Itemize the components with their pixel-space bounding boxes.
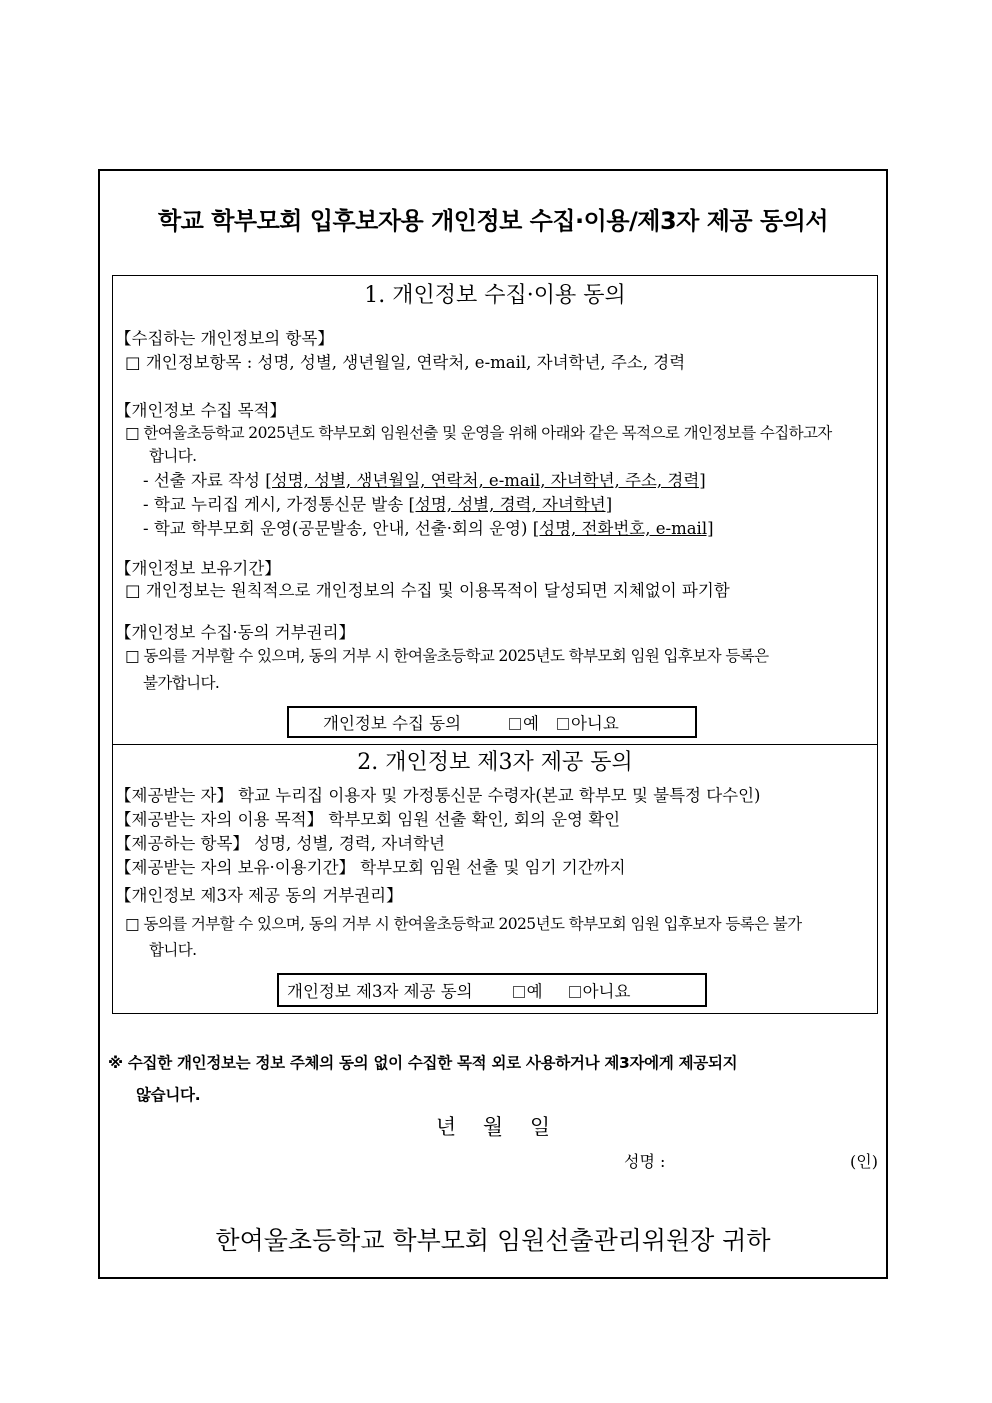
seal-label: (인) [850, 1152, 878, 1171]
third-party-refusal-line1: □ 동의를 거부할 수 있으며, 동의 거부 시 한여울초등학교 2025년도 학부모회 임원 입후보자 등록은 불가 [125, 915, 802, 933]
purpose-sub3-text: - 학교 학부모회 운영(공문발송, 안내, 선출·회의 운영) [143, 519, 533, 538]
checkbox-icon[interactable] [509, 718, 521, 730]
items-text: □ 개인정보항목 : 성명, 성별, 생년월일, 연락처, e-mail, 자녀학년, 주소, 경력 [125, 353, 686, 372]
privacy-note-line2: 않습니다. [136, 1086, 201, 1104]
retention-text: □ 개인정보는 원칙적으로 개인정보의 수집 및 이용목적이 달성되면 지체없이 파기함 [125, 581, 730, 600]
third-party-refusal-line2: 합니다. [149, 941, 197, 959]
recipient-text: 【제공받는 자】 학교 누리집 이용자 및 가정통신문 수령자(본교 학부모 및 불특정 다수인) [115, 786, 761, 805]
checkbox-icon[interactable] [513, 986, 525, 998]
third-party-consent-yes[interactable]: 예 [513, 978, 543, 1002]
purpose-line1: □ 한여울초등학교 2025년도 학부모회 임원선출 및 운영을 위해 아래와 같은 목적으로 개인정보를 수집하고자 [125, 424, 832, 442]
addressee: 한여울초등학교 학부모회 임원선출관리위원장 귀하 [215, 1226, 771, 1255]
purpose-sub1-text: - 선출 자료 작성 [143, 471, 266, 490]
purpose-sub1 [143, 470, 706, 492]
purpose-line2: 합니다. [149, 447, 197, 465]
refusal-line2: 불가합니다. [143, 674, 220, 692]
purpose-heading: 【개인정보 수집 목적】 [115, 401, 287, 420]
privacy-note-line1: ※ 수집한 개인정보는 정보 주체의 동의 없이 수집한 목적 외로 사용하거나 제3자에게 제공되지 [108, 1054, 738, 1072]
consent-form [98, 169, 888, 1279]
third-party-consent-label: 개인정보 제3자 제공 동의 [287, 982, 473, 1001]
checkbox-icon[interactable] [569, 986, 581, 998]
section-collection-consent [112, 275, 878, 745]
checkbox-icon[interactable] [557, 718, 569, 730]
purpose-sub3-items: [성명, 전화번호, e-mail] [532, 519, 714, 538]
date-line: 년 월 일 [435, 1115, 551, 1139]
section2-title: 2. 개인정보 제3자 제공 동의 [357, 750, 633, 775]
section1-title: 1. 개인정보 수집·이용 동의 [364, 283, 626, 308]
third-party-consent-no[interactable]: 아니요 [569, 978, 631, 1002]
collection-consent-box [287, 706, 697, 738]
recipient-purpose: 【제공받는 자의 이용 목적】 학부모회 임원 선출 확인, 회의 운영 확인 [115, 810, 621, 829]
items-heading: 【수집하는 개인정보의 항목】 [115, 329, 334, 348]
retention-heading: 【개인정보 보유기간】 [115, 559, 281, 578]
section-third-party-consent [112, 744, 878, 1014]
refusal-line1: □ 동의를 거부할 수 있으며, 동의 거부 시 한여울초등학교 2025년도 학부모회 임원 입후보자 등록은 [125, 647, 769, 665]
collection-consent-yes[interactable]: 예 [509, 710, 539, 734]
third-party-refusal-heading: 【개인정보 제3자 제공 동의 거부권리】 [115, 886, 403, 905]
collection-consent-no[interactable]: 아니요 [557, 710, 619, 734]
refusal-heading: 【개인정보 수집·동의 거부권리】 [115, 623, 356, 642]
form-title: 학교 학부모회 입후보자용 개인정보 수집·이용/제3자 제공 동의서 [158, 207, 828, 235]
purpose-sub2-items: [성명, 성별, 경력, 자녀학년] [408, 495, 613, 514]
purpose-sub2-text: - 학교 누리집 게시, 가정통신문 발송 [143, 495, 409, 514]
collection-consent-label: 개인정보 수집 동의 [323, 714, 462, 733]
purpose-sub1-items: [성명, 성별, 생년월일, 연락처, e-mail, 자녀학년, 주소, 경력] [265, 471, 706, 490]
signature-label: 성명 : [624, 1152, 666, 1171]
purpose-sub3 [143, 518, 714, 540]
recipient-retention: 【제공받는 자의 보유·이용기간】 학부모회 임원 선출 및 임기 기간까지 [115, 858, 626, 877]
provided-items: 【제공하는 항목】 성명, 성별, 경력, 자녀학년 [115, 834, 445, 853]
third-party-consent-box [277, 973, 707, 1007]
purpose-sub2 [143, 494, 612, 516]
